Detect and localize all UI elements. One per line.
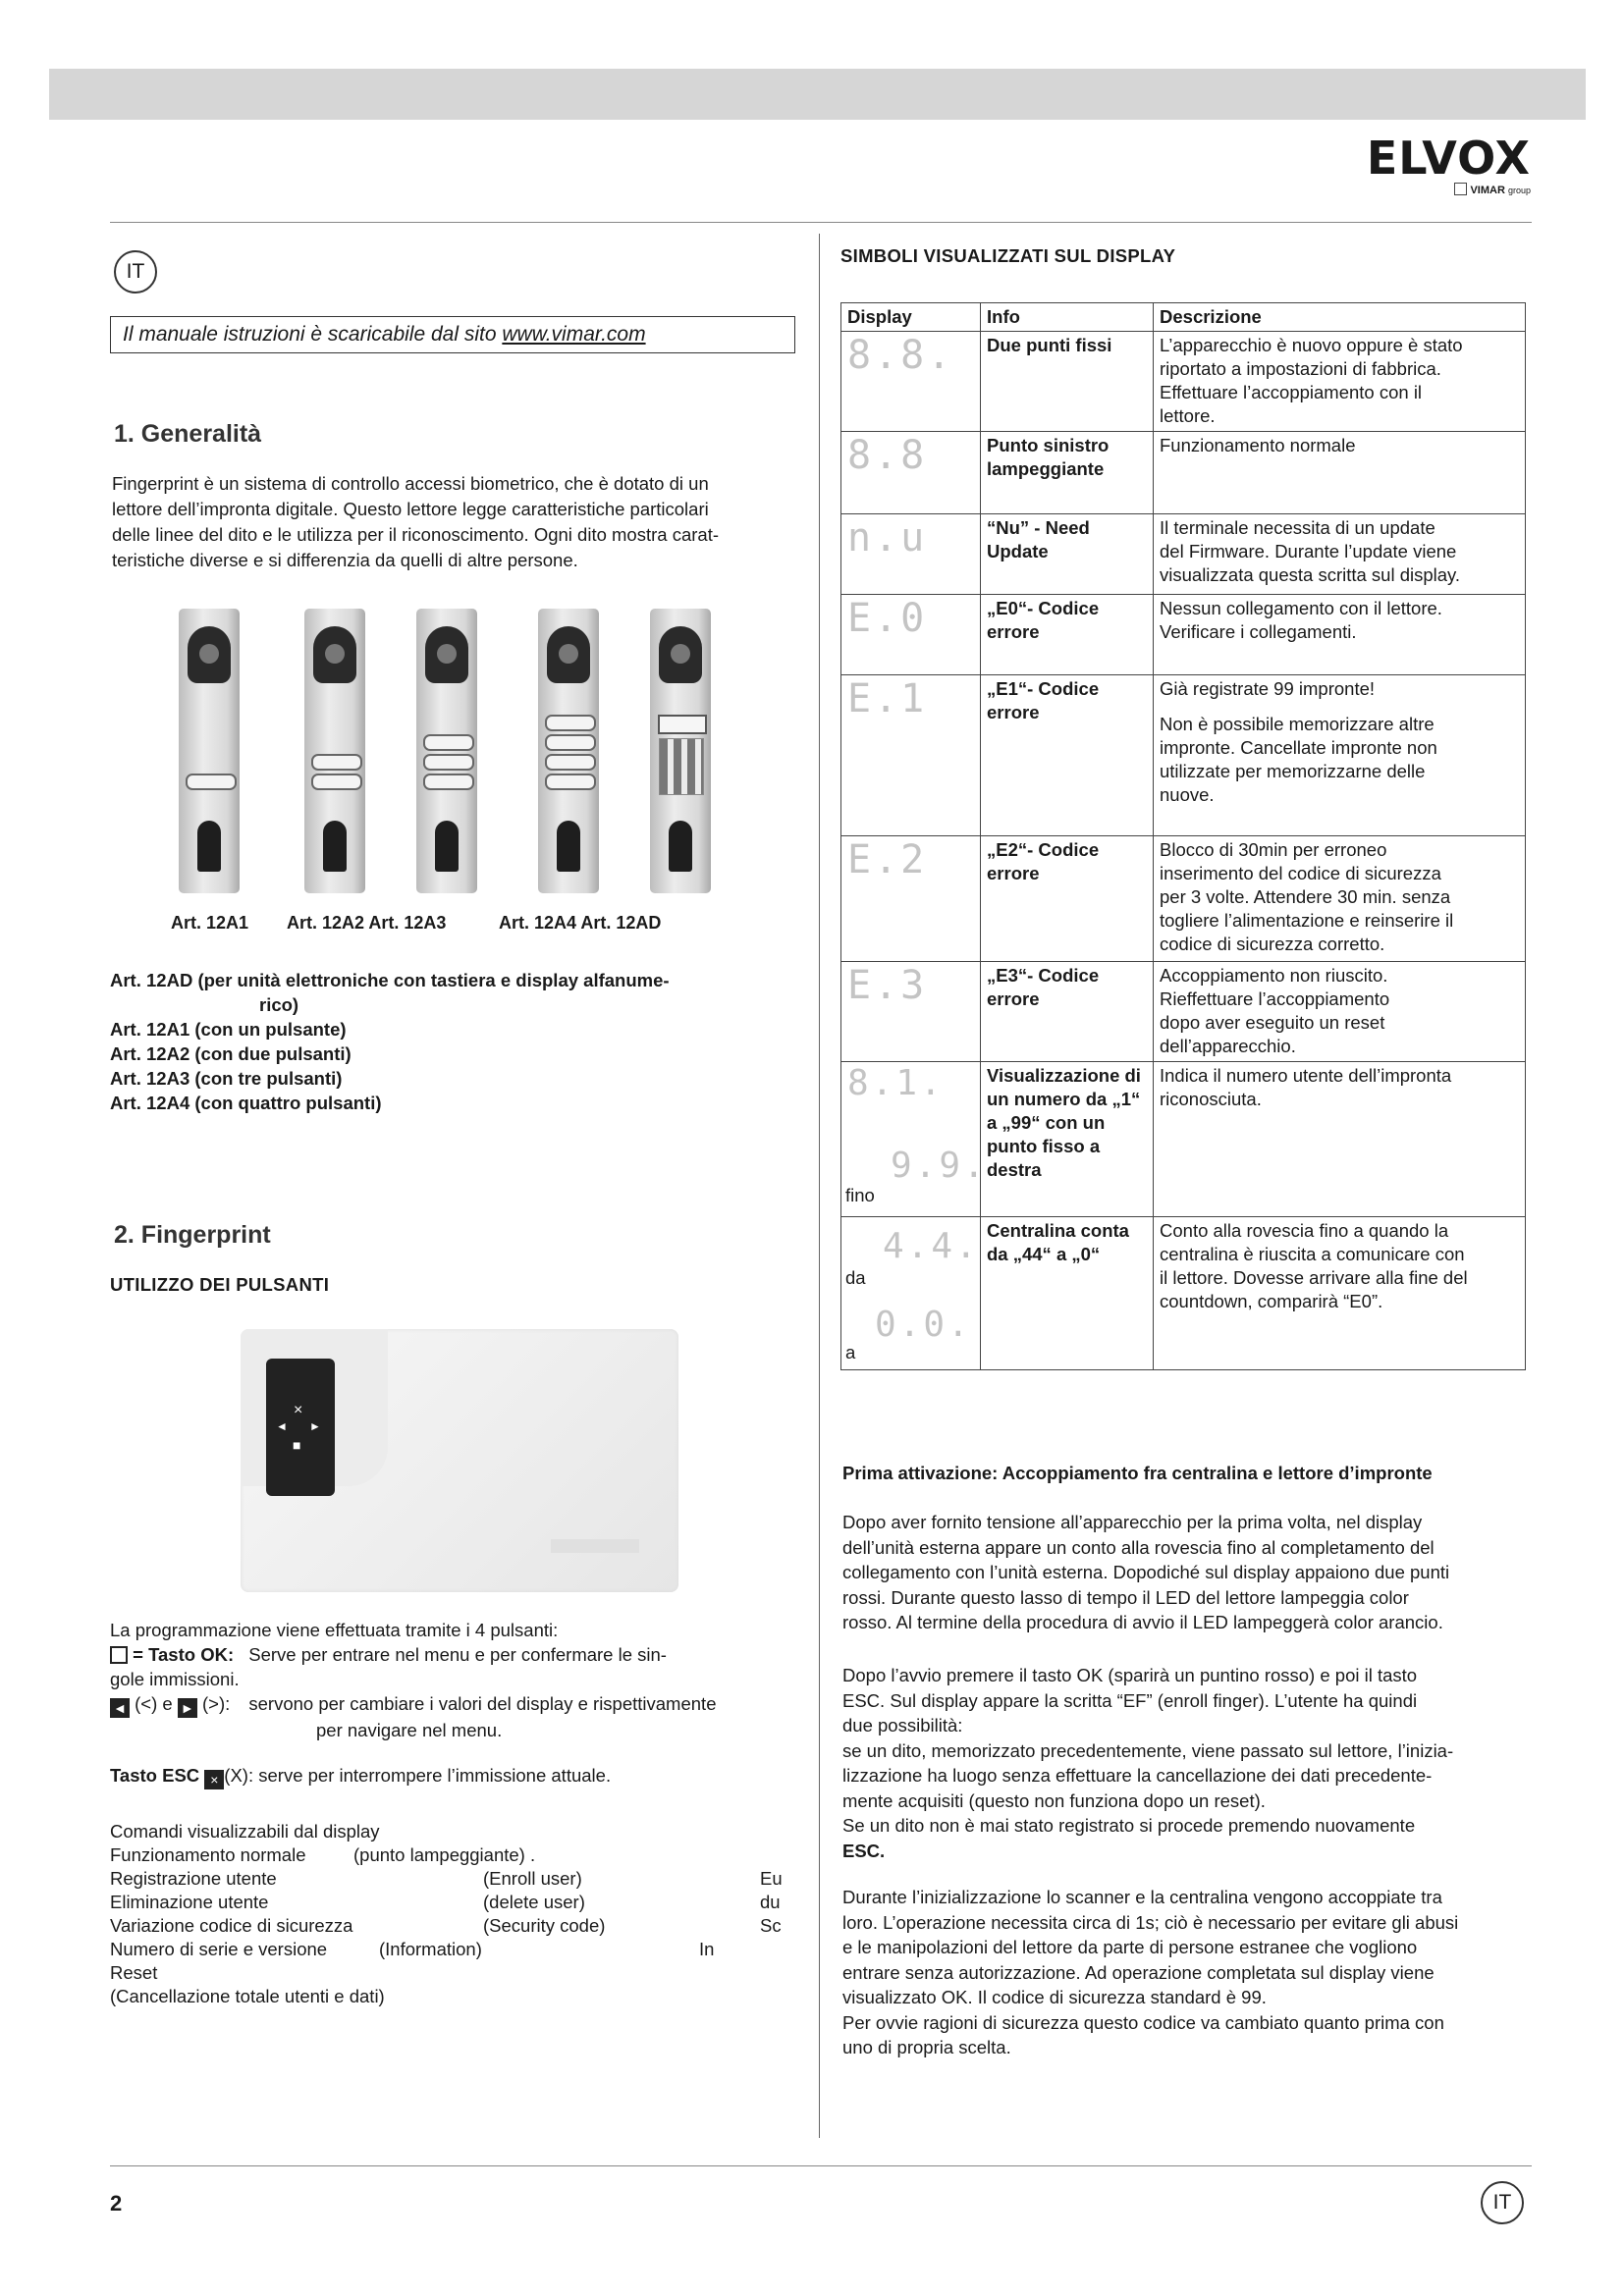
- top-gray-band: [49, 69, 1586, 120]
- ok-square-icon: ■: [293, 1437, 301, 1453]
- product-12a1-image: [179, 609, 240, 893]
- label-12a2-12a3: Art. 12A2 Art. 12A3: [287, 913, 447, 933]
- right-arrow-icon: ►: [309, 1419, 321, 1433]
- language-badge: IT: [114, 250, 157, 294]
- header-info: Info: [981, 303, 1154, 332]
- logo-text: ELVOX: [1366, 132, 1531, 185]
- segment-display: 8.8.: [847, 333, 954, 378]
- page-number: 2: [110, 2191, 123, 2216]
- table-row: 8.8 Punto sinistro lampeggiante Funzionamento normale: [841, 432, 1526, 514]
- product-12a2-image: [304, 609, 365, 893]
- label-12a1: Art. 12A1: [171, 913, 249, 933]
- section1-body: Fingerprint è un sistema di controllo accessi biometrico, che è dotato di un lettore dell’impronta digitale. Questo lettore legge caratteristiche particolari delle linee del dito e le utilizza per il riconoscimento. Ogni dito mostra carat- teristiche diverse e si differenzia da quelli di altre persone.: [112, 473, 719, 570]
- button-pad: [266, 1359, 335, 1496]
- buttons-description: La programmazione viene effettuata tramite i 4 pulsanti: = Tasto OK: Serve per entrare nel menu e per confermare le sin- gole immissioni. ◄ (<) e ► (>): servono per cambiare i valori del display e rispettivamente per navigare nel menu.: [110, 1620, 717, 1740]
- segment-display: E.2: [847, 837, 928, 882]
- segment-display: E.0: [847, 596, 928, 641]
- footer-language-badge: IT: [1481, 2181, 1524, 2224]
- article-12a3: Art. 12A3 (con tre pulsanti): [110, 1068, 343, 1089]
- table-row: 8.1. fino 9.9. Visualizzazione di un numero da „1“ a „99“ con un punto fisso a destra Indica il numero utente dell’impronta riconosciuta.: [841, 1062, 1526, 1217]
- display-commands: Comandi visualizzabili dal display Funzionamento normale (punto lampeggiante) . Registrazione utente (Enroll user) Eu Eliminazione utente (delete user) du Variazione codice di sicurezza (Security code) Sc Numero di serie e versione (Information) In Reset (Cancellazione totale utenti e dati): [110, 1820, 797, 2008]
- keypad-panel-image: [241, 1329, 678, 1592]
- section1-title: 1. Generalità: [114, 420, 262, 448]
- table-header-row: [841, 303, 1526, 332]
- first-activation-title: Prima attivazione: Accoppiamento fra centralina e lettore d’impronte: [842, 1463, 1433, 1483]
- command-row: Numero di serie e versione (Information) In: [110, 1939, 715, 1959]
- segment-display: E.1: [847, 676, 928, 721]
- label-12a4-12ad: Art. 12A4 Art. 12AD: [499, 913, 662, 933]
- table-row: E.1 „E1“- Codice errore Già registrate 99 impronte! Non è possibile memorizzare altre impronte. Cancellate impronte non utilizzate per memorizzarne delle nuove.: [841, 675, 1526, 836]
- product-12a3-image: [416, 609, 477, 893]
- elvox-logo: [1366, 132, 1531, 196]
- product-12a4-image: [538, 609, 599, 893]
- header-rule: [110, 222, 1532, 223]
- right-key-icon: ►: [178, 1698, 197, 1718]
- left-key-icon: ◄: [110, 1698, 130, 1718]
- table-row: n.u “Nu” - Need Update Il terminale necessita di un update del Firmware. Durante l’update viene visualizzata questa scritta sul display.: [841, 514, 1526, 595]
- segment-display: 4.4.: [883, 1226, 980, 1266]
- logo-subtext: VIMAR group: [1367, 183, 1531, 196]
- section2-title: 2. Fingerprint: [114, 1221, 271, 1249]
- table-row: E.2 „E2“- Codice errore Blocco di 30min per erroneo inserimento del codice di sicurezza per 3 volte. Attendere 30 min. senza togliere l’alimentazione e reinserire il codice di sicurezza corretto.: [841, 836, 1526, 962]
- left-arrow-icon: ◄: [276, 1419, 288, 1433]
- first-activation-p3: Durante l’inizializzazione lo scanner e la centralina vengono accoppiate tra loro. L’operazione necessita circa di 1s; ciò è necessario per evitare gli abusi e le manipolazioni del lettore da parte di persone estranee che vogliono entrare senza autorizzazione. Ad operazione completata sul display viene visualizzato OK. Il codice di sicurezza standard è 99. Per ovvie ragioni di sicurezza questo codice va cambiato quanto prima con uno di propria scelta.: [842, 1887, 1459, 2057]
- command-row: Registrazione utente (Enroll user) Eu: [110, 1868, 783, 1889]
- article-list: Art. 12AD (per unità elettroniche con tastiera e display alfanume- rico) Art. 12A1 (con un pulsante) Art. 12A2 (con due pulsanti) Art. 12A3 (con tre pulsanti) Art. 12A4 (con quattro pulsanti): [110, 968, 797, 1115]
- header-display: Display: [841, 303, 981, 332]
- article-12ad: Art. 12AD (per unità elettroniche con tastiera e display alfanume-: [110, 970, 670, 990]
- article-12a2: Art. 12A2 (con due pulsanti): [110, 1043, 352, 1064]
- segment-display: E.3: [847, 963, 928, 1008]
- command-row: Eliminazione utente (delete user) du: [110, 1892, 781, 1912]
- segment-display: n.u: [847, 515, 928, 561]
- footer-rule: [110, 2165, 1532, 2166]
- article-12a1: Art. 12A1 (con un pulsante): [110, 1019, 347, 1040]
- table-row: E.3 „E3“- Codice errore Accoppiamento non riuscito. Rieffettuare l’accoppiamento dopo aver eseguito un reset dell’apparecchio.: [841, 962, 1526, 1062]
- section2-subtitle: UTILIZZO DEI PULSANTI: [110, 1274, 330, 1295]
- header-description: Descrizione: [1154, 303, 1526, 332]
- article-12a4: Art. 12A4 (con quattro pulsanti): [110, 1093, 382, 1113]
- command-row: Funzionamento normale (punto lampeggiante) .: [110, 1844, 536, 1865]
- first-activation-p2: Dopo l’avvio premere il tasto OK (sparirà un puntino rosso) e poi il tasto ESC. Sul display appare la scritta “EF” (enroll finger). L’utente ha quindi due possibilità: se un dito, memorizzato precedentemente, viene passato sul lettore, l’inizia- lizzazione ha luogo senza effettuare la cancellazione dei dati precedente- mente acquisiti (questo non funziona dopo un reset). Se un dito non è mai stato registrato si procede premendo nuovamente ESC.: [842, 1665, 1454, 1861]
- esc-x-icon: ×: [294, 1402, 303, 1418]
- symbols-table: [840, 302, 1526, 1370]
- symbols-title: SIMBOLI VISUALIZZATI SUL DISPLAY: [840, 245, 1176, 266]
- table-row: E.0 „E0“- Codice errore Nessun collegamento con il lettore. Verificare i collegamenti.: [841, 595, 1526, 675]
- segment-display: 8.8: [847, 433, 928, 478]
- esc-key-icon: ×: [204, 1770, 224, 1789]
- table-row: da 4.4. a 0.0. Centralina conta da „44“ a „0“ Conto alla rovescia fino a quando la centralina è riuscita a comunicare con il lettore. Dovesse arrivare alla fine del countdown, comparirà “E0”.: [841, 1217, 1526, 1370]
- product-12ad-image: [650, 609, 711, 893]
- ok-key-icon: [110, 1646, 128, 1664]
- command-row: Variazione codice di sicurezza (Security code) Sc: [110, 1915, 782, 1936]
- vimar-link[interactable]: www.vimar.com: [502, 323, 646, 346]
- table-row: 8.8. Due punti fissi L’apparecchio è nuovo oppure è stato riportato a impostazioni di fabbrica. Effettuare l’accoppiamento con il lettore.: [841, 332, 1526, 432]
- column-divider: [819, 234, 820, 2138]
- segment-display: 0.0.: [875, 1305, 972, 1345]
- esc-description: Tasto ESC × (X): serve per interrompere l’immissione attuale.: [110, 1765, 612, 1788]
- manual-download-note: Il manuale istruzioni è scaricabile dal sito www.vimar.com: [110, 316, 795, 353]
- vimar-icon: [1454, 183, 1467, 195]
- segment-display: 9.9.: [891, 1146, 988, 1186]
- segment-display: 8.1.: [847, 1063, 945, 1103]
- first-activation-p1: Dopo aver fornito tensione all’apparecchio per la prima volta, nel display dell’unità esterna appare un conto alla rovescia fino al completamento del collegamento con l’unità esterna. Dopodiché sul display appaiono due punti rossi. Durante questo lasso di tempo il LED del lettore lampeggia color rosso. Al termine della procedura di avvio il LED lampeggerà color arancio.: [842, 1512, 1450, 1632]
